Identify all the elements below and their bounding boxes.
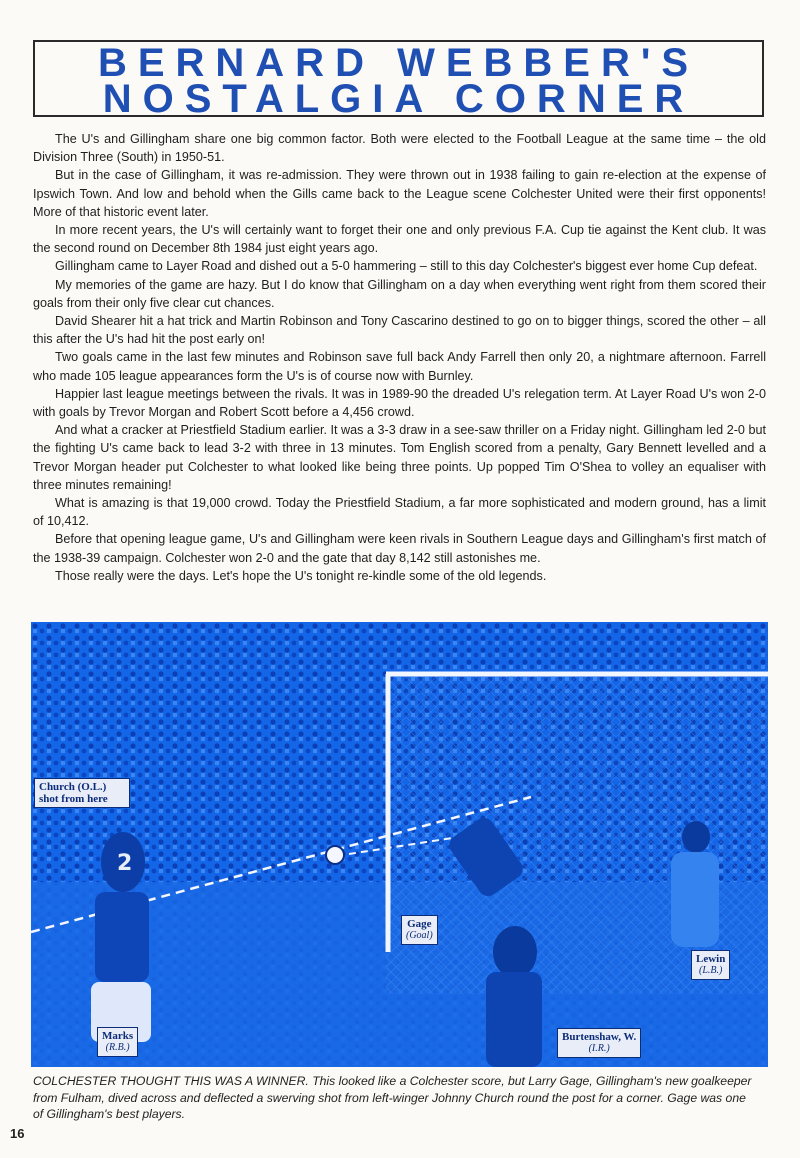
article-paragraph: The U's and Gillingham share one big common factor. Both were elected to the Football League at the same time – the old Division Three (South) in 1950-51. xyxy=(33,132,766,165)
article-paragraph: Those really were the days. Let's hope the U's tonight re-kindle some of the old legends. xyxy=(55,568,547,583)
article-paragraph: And what a cracker at Priestfield Stadium earlier. It was a 3-3 draw in a see-saw thriller on a Friday night. Gillingham led 2-0 but the fighting U's came back to lead 3-2 with three in 13 minutes. Tom English scored from a penalty, Gary Bennett levelled and a Trevor Morgan header put Colchester to what looked like being three points. Up popped Tim O'Shea to volley an equaliser with three minutes remaining! xyxy=(33,423,766,492)
article-paragraph: My memories of the game are hazy. But I do know that Gillingham on a day when everything went right from them scored their goals from their only five clear cut chances. xyxy=(33,277,766,310)
article-paragraph: But in the case of Gillingham, it was re-admission. They were thrown out in 1938 failing to gain re-election at the expense of Ipswich Town. And low and behold when the Gills came back to the League scene Colchester United were their first opponents! More of that historic event later. xyxy=(33,168,766,219)
shirt-number: 2 xyxy=(117,851,133,876)
article-paragraph: Gillingham came to Layer Road and dished out a 5-0 hammering – still to this day Colchester's biggest ever home Cup defeat. xyxy=(55,259,758,274)
label-church: Church (O.L.) shot from here xyxy=(34,778,130,808)
label-lewin: Lewin (L.B.) xyxy=(691,950,730,980)
page-title-line-1: BERNARD WEBBER'S xyxy=(97,41,700,85)
article-paragraph: Before that opening league game, U's and Gillingham were keen rivals in Southern League days and Gillingham's first match of the 1938-39 campaign. Colchester won 2-0 and the gate that day 8,142 still astonishes me. xyxy=(33,532,766,565)
article-paragraph: Happier last league meetings between the rivals. It was in 1989-90 the dreaded U's relegation term. At Layer Road U's won 2-0 with goals by Trevor Morgan and Robert Scott before a 4,456 crowd. xyxy=(33,386,766,420)
label-marks: Marks (R.B.) xyxy=(97,1027,138,1057)
page-number: 16 xyxy=(10,1126,25,1141)
label-gage: Gage (Goal) xyxy=(401,915,438,945)
article-paragraph: David Shearer hit a hat trick and Martin Robinson and Tony Cascarino destined to go on to bigger things, scored the other – all this after the U's had hit the post early on! xyxy=(33,314,766,347)
title-box xyxy=(33,40,764,121)
article-paragraph: What is amazing is that 19,000 crowd. Today the Priestfield Stadium, a far more sophisticated and modern ground, has a limit of 10,412. xyxy=(33,496,766,529)
match-photo xyxy=(31,622,768,1067)
article-body xyxy=(33,130,766,585)
label-burtenshaw: Burtenshaw, W. (I.R.) xyxy=(557,1028,641,1058)
page-title-line-2: NOSTALGIA CORNER xyxy=(102,77,695,121)
photo-caption: COLCHESTER THOUGHT THIS WAS A WINNER. This looked like a Colchester score, but Larry Gage, Gillingham's new goalkeeper from Fulham, dived across and deflected a swerving shot from left-winger Johnny Church round the post for a corner. Gage was one of Gillingham's best players. xyxy=(33,1074,752,1121)
article-paragraph: In more recent years, the U's will certainly want to forget their one and only previous F.A. Cup tie against the Kent club. It was the second round on December 8th 1984 just eight years ago. xyxy=(33,223,766,256)
article-paragraph: Two goals came in the last few minutes and Robinson save full back Andy Farrell then only 20, a nightmare afternoon. Farrell who made 105 league appearances form the U's is of course now with Burnley. xyxy=(33,350,766,383)
photo-scene xyxy=(31,622,768,1067)
